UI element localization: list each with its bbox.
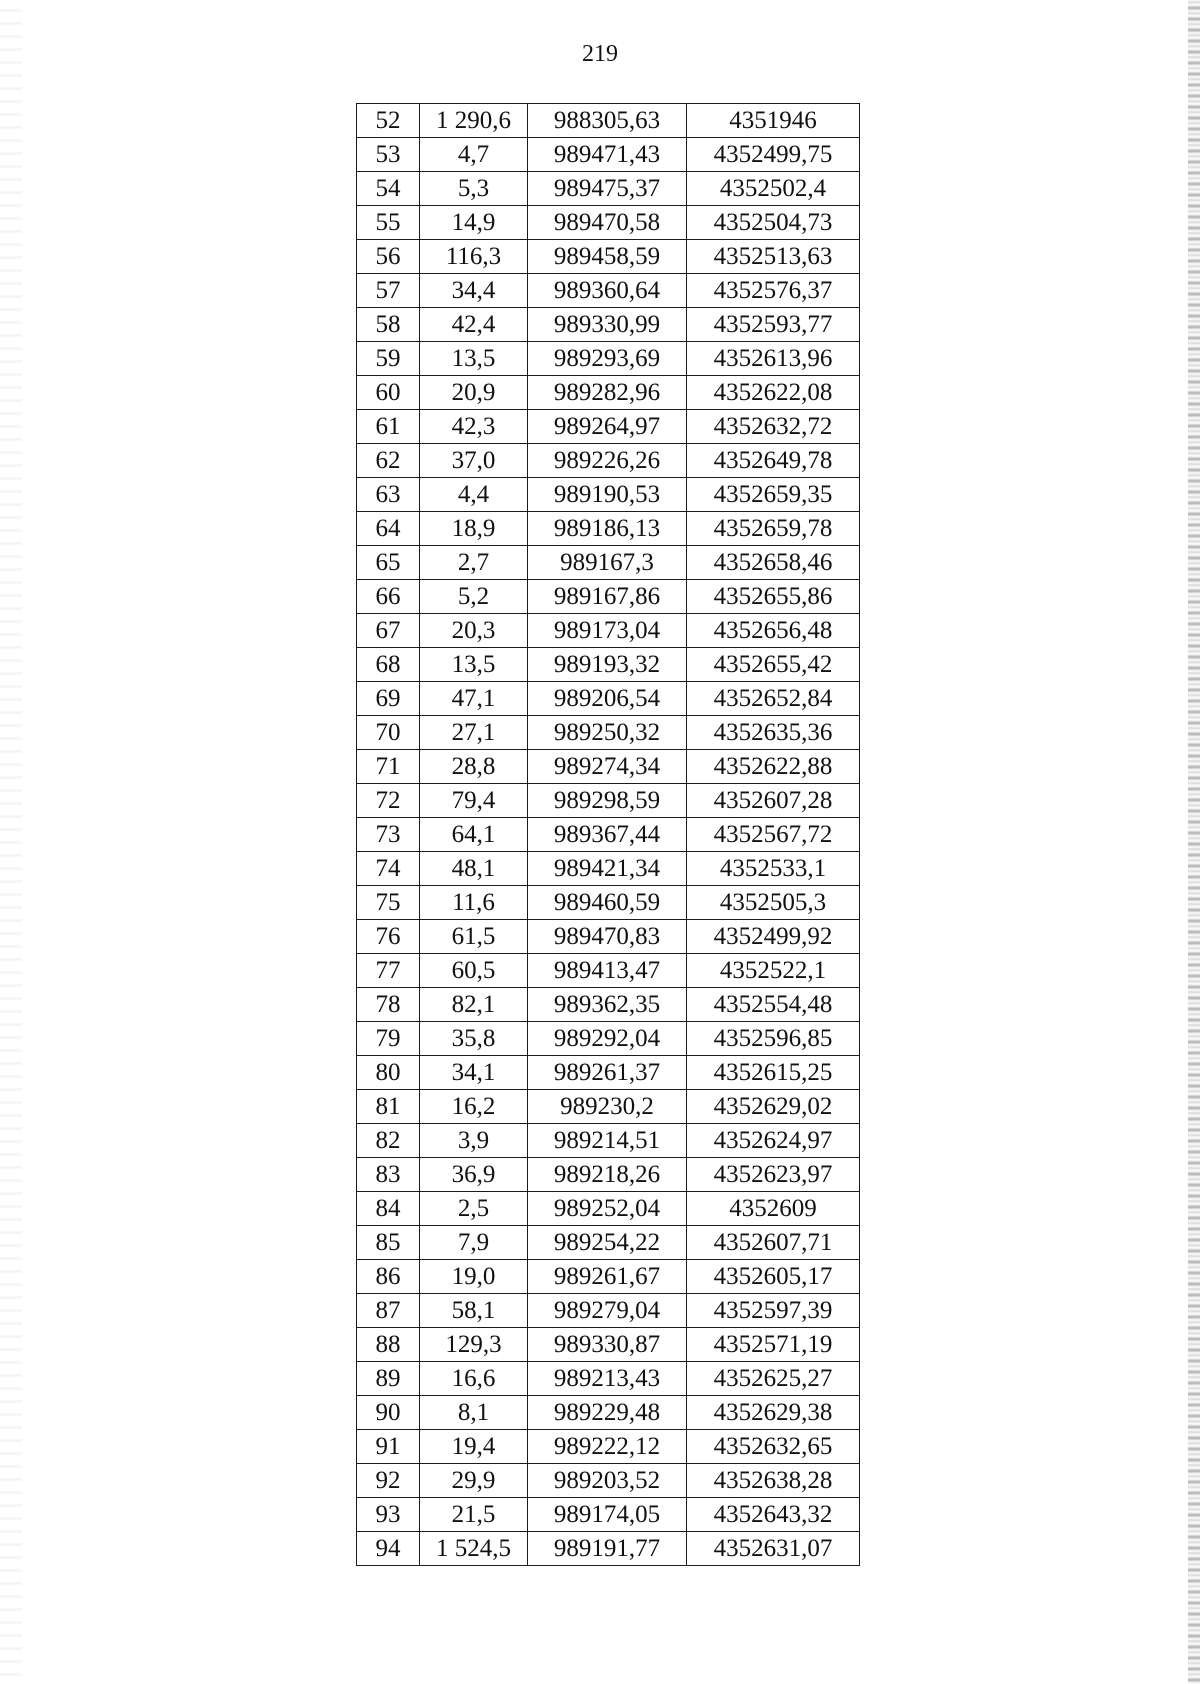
point-number-cell: 92 bbox=[357, 1464, 420, 1498]
table-row bbox=[357, 1464, 860, 1498]
point-number-cell: 83 bbox=[357, 1158, 420, 1192]
length-cell: 11,6 bbox=[420, 886, 528, 920]
point-number-cell: 91 bbox=[357, 1430, 420, 1464]
table-row bbox=[357, 1056, 860, 1090]
table-row bbox=[357, 512, 860, 546]
table-row bbox=[357, 1396, 860, 1430]
x-coordinate-cell: 989186,13 bbox=[528, 512, 687, 546]
length-cell: 3,9 bbox=[420, 1124, 528, 1158]
table-row bbox=[357, 1532, 860, 1566]
length-cell: 35,8 bbox=[420, 1022, 528, 1056]
y-coordinate-cell: 4352629,02 bbox=[687, 1090, 860, 1124]
table-row bbox=[357, 1192, 860, 1226]
table-row bbox=[357, 988, 860, 1022]
point-number-cell: 78 bbox=[357, 988, 420, 1022]
point-number-cell: 77 bbox=[357, 954, 420, 988]
table-row bbox=[357, 342, 860, 376]
table-row bbox=[357, 172, 860, 206]
table-row bbox=[357, 818, 860, 852]
table-row bbox=[357, 1090, 860, 1124]
x-coordinate-cell: 989470,83 bbox=[528, 920, 687, 954]
length-cell: 129,3 bbox=[420, 1328, 528, 1362]
y-coordinate-cell: 4352513,63 bbox=[687, 240, 860, 274]
length-cell: 4,7 bbox=[420, 138, 528, 172]
point-number-cell: 72 bbox=[357, 784, 420, 818]
length-cell: 16,2 bbox=[420, 1090, 528, 1124]
table-row bbox=[357, 648, 860, 682]
table-row bbox=[357, 1124, 860, 1158]
y-coordinate-cell: 4352502,4 bbox=[687, 172, 860, 206]
length-cell: 61,5 bbox=[420, 920, 528, 954]
point-number-cell: 88 bbox=[357, 1328, 420, 1362]
y-coordinate-cell: 4352649,78 bbox=[687, 444, 860, 478]
point-number-cell: 69 bbox=[357, 682, 420, 716]
table-row bbox=[357, 444, 860, 478]
scan-edge-left bbox=[0, 0, 22, 1684]
x-coordinate-cell: 989471,43 bbox=[528, 138, 687, 172]
length-cell: 5,3 bbox=[420, 172, 528, 206]
length-cell: 20,9 bbox=[420, 376, 528, 410]
x-coordinate-cell: 989229,48 bbox=[528, 1396, 687, 1430]
scan-edge-right bbox=[1188, 0, 1200, 1684]
length-cell: 27,1 bbox=[420, 716, 528, 750]
length-cell: 14,9 bbox=[420, 206, 528, 240]
length-cell: 21,5 bbox=[420, 1498, 528, 1532]
length-cell: 1 524,5 bbox=[420, 1532, 528, 1566]
table-row bbox=[357, 682, 860, 716]
page-number: 219 bbox=[582, 41, 618, 67]
y-coordinate-cell: 4352656,48 bbox=[687, 614, 860, 648]
table-row bbox=[357, 104, 860, 138]
x-coordinate-cell: 989421,34 bbox=[528, 852, 687, 886]
table-row bbox=[357, 614, 860, 648]
length-cell: 8,1 bbox=[420, 1396, 528, 1430]
y-coordinate-cell: 4352659,78 bbox=[687, 512, 860, 546]
table-row bbox=[357, 1022, 860, 1056]
length-cell: 34,1 bbox=[420, 1056, 528, 1090]
length-cell: 18,9 bbox=[420, 512, 528, 546]
length-cell: 7,9 bbox=[420, 1226, 528, 1260]
point-number-cell: 68 bbox=[357, 648, 420, 682]
x-coordinate-cell: 989252,04 bbox=[528, 1192, 687, 1226]
y-coordinate-cell: 4352607,28 bbox=[687, 784, 860, 818]
x-coordinate-cell: 989167,86 bbox=[528, 580, 687, 614]
length-cell: 13,5 bbox=[420, 342, 528, 376]
length-cell: 116,3 bbox=[420, 240, 528, 274]
table-row bbox=[357, 1328, 860, 1362]
x-coordinate-cell: 989254,22 bbox=[528, 1226, 687, 1260]
x-coordinate-cell: 989413,47 bbox=[528, 954, 687, 988]
x-coordinate-cell: 989222,12 bbox=[528, 1430, 687, 1464]
point-number-cell: 63 bbox=[357, 478, 420, 512]
y-coordinate-cell: 4351946 bbox=[687, 104, 860, 138]
table-row bbox=[357, 546, 860, 580]
y-coordinate-cell: 4352643,32 bbox=[687, 1498, 860, 1532]
length-cell: 1 290,6 bbox=[420, 104, 528, 138]
length-cell: 19,0 bbox=[420, 1260, 528, 1294]
length-cell: 4,4 bbox=[420, 478, 528, 512]
x-coordinate-cell: 989360,64 bbox=[528, 274, 687, 308]
y-coordinate-cell: 4352613,96 bbox=[687, 342, 860, 376]
x-coordinate-cell: 989261,37 bbox=[528, 1056, 687, 1090]
point-number-cell: 65 bbox=[357, 546, 420, 580]
x-coordinate-cell: 989214,51 bbox=[528, 1124, 687, 1158]
table-row bbox=[357, 1498, 860, 1532]
x-coordinate-cell: 989206,54 bbox=[528, 682, 687, 716]
x-coordinate-cell: 989203,52 bbox=[528, 1464, 687, 1498]
x-coordinate-cell: 989174,05 bbox=[528, 1498, 687, 1532]
x-coordinate-cell: 989190,53 bbox=[528, 478, 687, 512]
y-coordinate-cell: 4352593,77 bbox=[687, 308, 860, 342]
y-coordinate-cell: 4352652,84 bbox=[687, 682, 860, 716]
x-coordinate-cell: 989298,59 bbox=[528, 784, 687, 818]
table-row bbox=[357, 138, 860, 172]
y-coordinate-cell: 4352615,25 bbox=[687, 1056, 860, 1090]
length-cell: 79,4 bbox=[420, 784, 528, 818]
table-row bbox=[357, 478, 860, 512]
point-number-cell: 79 bbox=[357, 1022, 420, 1056]
length-cell: 42,4 bbox=[420, 308, 528, 342]
table-row bbox=[357, 1362, 860, 1396]
coordinates-table bbox=[356, 103, 860, 1566]
point-number-cell: 94 bbox=[357, 1532, 420, 1566]
point-number-cell: 74 bbox=[357, 852, 420, 886]
point-number-cell: 87 bbox=[357, 1294, 420, 1328]
x-coordinate-cell: 989274,34 bbox=[528, 750, 687, 784]
y-coordinate-cell: 4352658,46 bbox=[687, 546, 860, 580]
y-coordinate-cell: 4352571,19 bbox=[687, 1328, 860, 1362]
x-coordinate-cell: 989292,04 bbox=[528, 1022, 687, 1056]
x-coordinate-cell: 989250,32 bbox=[528, 716, 687, 750]
point-number-cell: 64 bbox=[357, 512, 420, 546]
table-row bbox=[357, 784, 860, 818]
y-coordinate-cell: 4352632,72 bbox=[687, 410, 860, 444]
point-number-cell: 93 bbox=[357, 1498, 420, 1532]
x-coordinate-cell: 989230,2 bbox=[528, 1090, 687, 1124]
y-coordinate-cell: 4352567,72 bbox=[687, 818, 860, 852]
y-coordinate-cell: 4352638,28 bbox=[687, 1464, 860, 1498]
y-coordinate-cell: 4352623,97 bbox=[687, 1158, 860, 1192]
point-number-cell: 55 bbox=[357, 206, 420, 240]
table-row bbox=[357, 376, 860, 410]
y-coordinate-cell: 4352504,73 bbox=[687, 206, 860, 240]
table-row bbox=[357, 1430, 860, 1464]
x-coordinate-cell: 989264,97 bbox=[528, 410, 687, 444]
point-number-cell: 52 bbox=[357, 104, 420, 138]
length-cell: 29,9 bbox=[420, 1464, 528, 1498]
y-coordinate-cell: 4352596,85 bbox=[687, 1022, 860, 1056]
table-row bbox=[357, 274, 860, 308]
point-number-cell: 81 bbox=[357, 1090, 420, 1124]
length-cell: 42,3 bbox=[420, 410, 528, 444]
table-row bbox=[357, 410, 860, 444]
y-coordinate-cell: 4352622,88 bbox=[687, 750, 860, 784]
length-cell: 28,8 bbox=[420, 750, 528, 784]
x-coordinate-cell: 989293,69 bbox=[528, 342, 687, 376]
length-cell: 82,1 bbox=[420, 988, 528, 1022]
y-coordinate-cell: 4352624,97 bbox=[687, 1124, 860, 1158]
length-cell: 20,3 bbox=[420, 614, 528, 648]
x-coordinate-cell: 989173,04 bbox=[528, 614, 687, 648]
point-number-cell: 57 bbox=[357, 274, 420, 308]
point-number-cell: 62 bbox=[357, 444, 420, 478]
table-row bbox=[357, 852, 860, 886]
point-number-cell: 73 bbox=[357, 818, 420, 852]
y-coordinate-cell: 4352609 bbox=[687, 1192, 860, 1226]
point-number-cell: 84 bbox=[357, 1192, 420, 1226]
x-coordinate-cell: 989367,44 bbox=[528, 818, 687, 852]
point-number-cell: 85 bbox=[357, 1226, 420, 1260]
table-row bbox=[357, 920, 860, 954]
table-row bbox=[357, 308, 860, 342]
point-number-cell: 70 bbox=[357, 716, 420, 750]
table-row bbox=[357, 716, 860, 750]
table-row bbox=[357, 240, 860, 274]
x-coordinate-cell: 989191,77 bbox=[528, 1532, 687, 1566]
y-coordinate-cell: 4352607,71 bbox=[687, 1226, 860, 1260]
length-cell: 5,2 bbox=[420, 580, 528, 614]
x-coordinate-cell: 989362,35 bbox=[528, 988, 687, 1022]
table-row bbox=[357, 954, 860, 988]
point-number-cell: 71 bbox=[357, 750, 420, 784]
table-row bbox=[357, 750, 860, 784]
length-cell: 60,5 bbox=[420, 954, 528, 988]
table-row bbox=[357, 886, 860, 920]
y-coordinate-cell: 4352659,35 bbox=[687, 478, 860, 512]
point-number-cell: 66 bbox=[357, 580, 420, 614]
y-coordinate-cell: 4352554,48 bbox=[687, 988, 860, 1022]
length-cell: 37,0 bbox=[420, 444, 528, 478]
point-number-cell: 80 bbox=[357, 1056, 420, 1090]
length-cell: 58,1 bbox=[420, 1294, 528, 1328]
y-coordinate-cell: 4352499,92 bbox=[687, 920, 860, 954]
point-number-cell: 61 bbox=[357, 410, 420, 444]
x-coordinate-cell: 989460,59 bbox=[528, 886, 687, 920]
point-number-cell: 58 bbox=[357, 308, 420, 342]
x-coordinate-cell: 988305,63 bbox=[528, 104, 687, 138]
y-coordinate-cell: 4352597,39 bbox=[687, 1294, 860, 1328]
length-cell: 2,7 bbox=[420, 546, 528, 580]
x-coordinate-cell: 989330,87 bbox=[528, 1328, 687, 1362]
y-coordinate-cell: 4352576,37 bbox=[687, 274, 860, 308]
table-row bbox=[357, 206, 860, 240]
x-coordinate-cell: 989213,43 bbox=[528, 1362, 687, 1396]
coordinates-table-body bbox=[357, 104, 860, 1566]
y-coordinate-cell: 4352635,36 bbox=[687, 716, 860, 750]
table-row bbox=[357, 1260, 860, 1294]
length-cell: 48,1 bbox=[420, 852, 528, 886]
point-number-cell: 89 bbox=[357, 1362, 420, 1396]
table-row bbox=[357, 580, 860, 614]
y-coordinate-cell: 4352533,1 bbox=[687, 852, 860, 886]
length-cell: 64,1 bbox=[420, 818, 528, 852]
length-cell: 2,5 bbox=[420, 1192, 528, 1226]
y-coordinate-cell: 4352625,27 bbox=[687, 1362, 860, 1396]
point-number-cell: 53 bbox=[357, 138, 420, 172]
table-row bbox=[357, 1294, 860, 1328]
table-row bbox=[357, 1158, 860, 1192]
x-coordinate-cell: 989226,26 bbox=[528, 444, 687, 478]
x-coordinate-cell: 989475,37 bbox=[528, 172, 687, 206]
point-number-cell: 60 bbox=[357, 376, 420, 410]
length-cell: 47,1 bbox=[420, 682, 528, 716]
x-coordinate-cell: 989282,96 bbox=[528, 376, 687, 410]
x-coordinate-cell: 989167,3 bbox=[528, 546, 687, 580]
point-number-cell: 90 bbox=[357, 1396, 420, 1430]
length-cell: 36,9 bbox=[420, 1158, 528, 1192]
point-number-cell: 67 bbox=[357, 614, 420, 648]
x-coordinate-cell: 989279,04 bbox=[528, 1294, 687, 1328]
point-number-cell: 56 bbox=[357, 240, 420, 274]
x-coordinate-cell: 989261,67 bbox=[528, 1260, 687, 1294]
point-number-cell: 54 bbox=[357, 172, 420, 206]
table-row bbox=[357, 1226, 860, 1260]
y-coordinate-cell: 4352605,17 bbox=[687, 1260, 860, 1294]
y-coordinate-cell: 4352655,86 bbox=[687, 580, 860, 614]
point-number-cell: 59 bbox=[357, 342, 420, 376]
length-cell: 16,6 bbox=[420, 1362, 528, 1396]
x-coordinate-cell: 989458,59 bbox=[528, 240, 687, 274]
y-coordinate-cell: 4352505,3 bbox=[687, 886, 860, 920]
point-number-cell: 75 bbox=[357, 886, 420, 920]
point-number-cell: 76 bbox=[357, 920, 420, 954]
y-coordinate-cell: 4352629,38 bbox=[687, 1396, 860, 1430]
length-cell: 13,5 bbox=[420, 648, 528, 682]
x-coordinate-cell: 989218,26 bbox=[528, 1158, 687, 1192]
y-coordinate-cell: 4352522,1 bbox=[687, 954, 860, 988]
length-cell: 19,4 bbox=[420, 1430, 528, 1464]
x-coordinate-cell: 989330,99 bbox=[528, 308, 687, 342]
length-cell: 34,4 bbox=[420, 274, 528, 308]
y-coordinate-cell: 4352622,08 bbox=[687, 376, 860, 410]
y-coordinate-cell: 4352631,07 bbox=[687, 1532, 860, 1566]
y-coordinate-cell: 4352499,75 bbox=[687, 138, 860, 172]
point-number-cell: 86 bbox=[357, 1260, 420, 1294]
x-coordinate-cell: 989193,32 bbox=[528, 648, 687, 682]
y-coordinate-cell: 4352632,65 bbox=[687, 1430, 860, 1464]
point-number-cell: 82 bbox=[357, 1124, 420, 1158]
y-coordinate-cell: 4352655,42 bbox=[687, 648, 860, 682]
x-coordinate-cell: 989470,58 bbox=[528, 206, 687, 240]
